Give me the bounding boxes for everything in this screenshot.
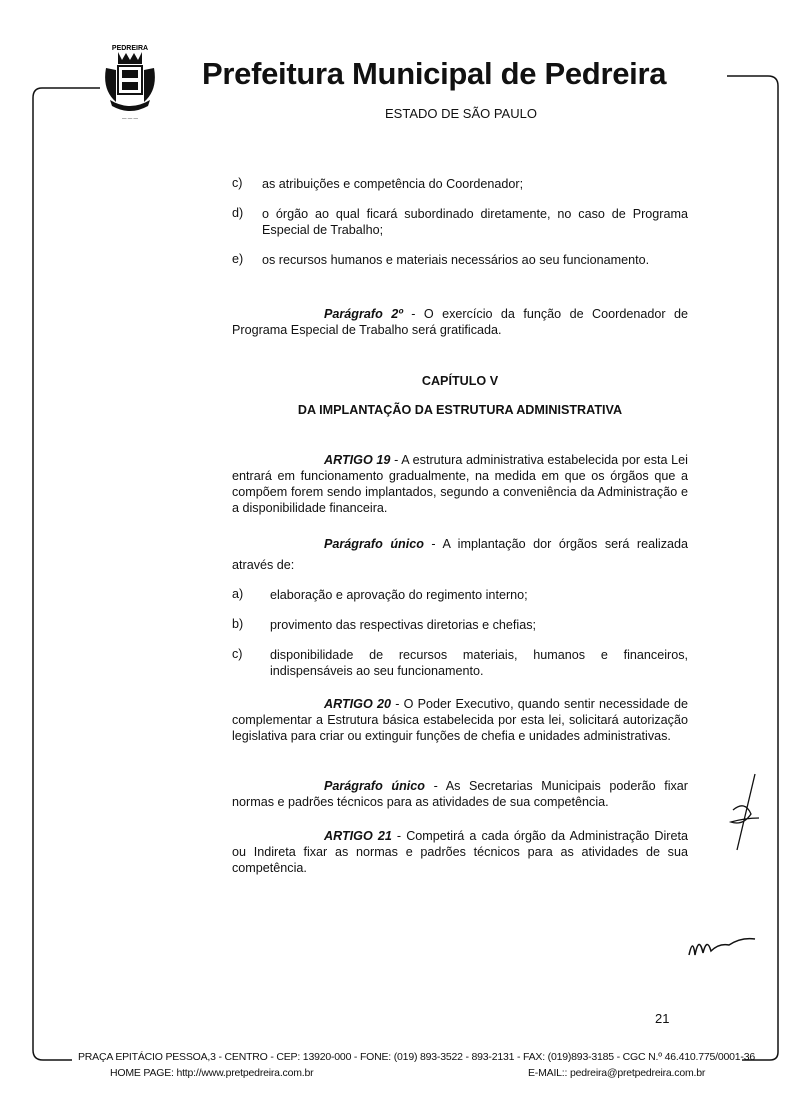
paragraph-heading: Parágrafo único [324,779,425,793]
list-item: o órgão ao qual ficará subordinado diretamente, no caso de Programa Especial de Trabalho; [262,207,688,237]
chapter-subtitle: DA IMPLANTAÇÃO DA ESTRUTURA ADMINISTRATIVA [297,403,623,417]
list-label: c) [232,647,243,661]
chapter-title: CAPÍTULO V [421,374,499,388]
coat-of-arms-logo [100,40,160,125]
article-heading: ARTIGO 19 [324,453,391,467]
article-text: - A estrutura administrativa estabelecida por esta Lei entrará em funcionamento gradualmente, na medida em que os órgãos que a compõem forem sendo implantados, segundo a conveniência da Administração e a disponibilidade financeira. [232,453,688,515]
list-item: os recursos humanos e materiais necessários ao seu funcionamento. [262,253,650,267]
article-20 [232,696,688,744]
article-text: - O Poder Executivo, quando sentir necessidade de complementar a Estrutura básica estabelecida por esta lei, solicitará autorização legislativa para criar ou extinguir funções de chefia e unidades administrativas. [232,697,688,743]
paragraph-text: - O exercício da função de Coordenador de Programa Especial de Trabalho será gratificada. [232,307,688,337]
footer-address: PRAÇA EPITÁCIO PESSOA,3 - CENTRO - CEP: 13920-000 - FONE: (019) 893-3522 - 893-2131 - FAX: (019)893-3185 - CGC N.º 46.410.775/0001-36 [78,1051,755,1063]
list-item: provimento das respectivas diretorias e chefias; [270,618,536,632]
paragraph-heading: Parágrafo 2º [324,307,403,321]
svg-text:PEDREIRA: PEDREIRA [111,45,149,52]
list-item: as atribuições e competência do Coordenador; [262,177,524,191]
list-label: c) [232,176,243,190]
paragraph-unico-19 [232,534,688,576]
list-item: disponibilidade de recursos materiais, humanos e financeiros, indispensáveis ao seu funcionamento. [270,648,688,678]
signature-initials [725,770,765,860]
list-label: a) [232,587,244,601]
article-heading: ARTIGO 20 [324,697,391,711]
page-number: 21 [655,1011,670,1026]
paragraph-text: - As Secretarias Municipais poderão fixar normas e padrões técnicos para as atividades de sua competência. [232,779,689,809]
article-heading: ARTIGO 21 [324,829,392,843]
list-label: e) [232,252,244,266]
paragraph-unico-20 [232,778,688,810]
article-19 [232,452,688,516]
list-label: d) [232,206,244,220]
paragraph-heading: Parágrafo único [324,537,424,551]
footer-homepage: HOME PAGE: http://www.pretpedreira.com.br [110,1067,314,1079]
list-label: b) [232,617,244,631]
page-title: Prefeitura Municipal de Pedreira [202,56,667,91]
paragraph-2 [232,306,688,338]
article-text: - Competirá a cada órgão da Administração Direta ou Indireta fixar as normas e padrões técnicos para as atividades de sua competência. [232,829,688,875]
paragraph-text: - A implantação dor órgãos será realizada através de: [232,537,689,572]
list-item: elaboração e aprovação do regimento interno; [270,588,528,602]
signature-rubric [685,925,760,965]
svg-text:— — —: — — — [121,116,139,121]
page-subtitle: ESTADO DE SÃO PAULO [385,106,537,121]
footer-email: E-MAIL:: pedreira@pretpedreira.com.br [528,1067,706,1079]
article-21 [232,828,688,876]
